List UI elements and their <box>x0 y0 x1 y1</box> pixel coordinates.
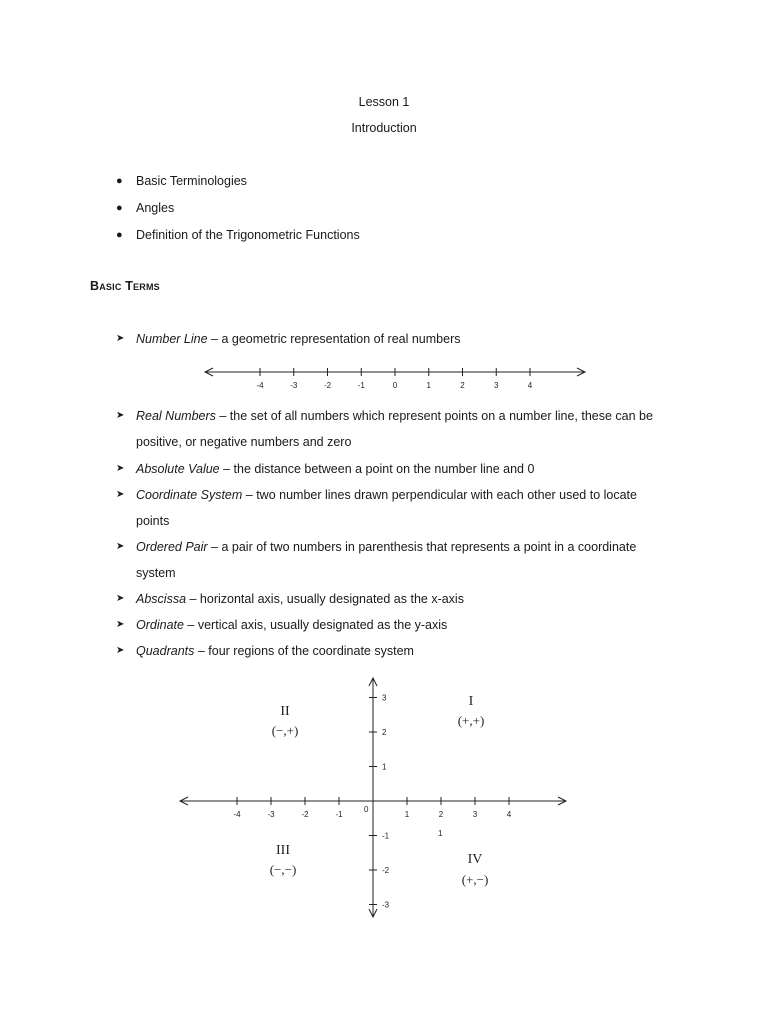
lesson-subtitle: Introduction <box>351 121 417 135</box>
arrow-bullet-icon: ➤ <box>116 541 125 552</box>
y-axis-tick-label: 3 <box>382 693 387 703</box>
x-axis-tick-label: -4 <box>233 810 241 819</box>
definition-term: Number Line <box>136 332 208 346</box>
number-line-tick-label: -1 <box>357 381 365 390</box>
number-line-tick-label: -3 <box>290 381 298 390</box>
x-axis-tick-label: 3 <box>472 810 478 819</box>
definition-text: – horizontal axis, usually designated as the x-axis <box>186 592 464 606</box>
definition-text: – a pair of two numbers in parenthesis that represents a point in a coordinate <box>207 540 637 554</box>
definition-continuation: system <box>136 566 176 580</box>
lesson-title: Lesson 1 <box>358 95 410 109</box>
number-line-tick-label: 1 <box>426 381 431 390</box>
origin-label: 0 <box>364 805 369 814</box>
y-axis-tick-label: -1 <box>382 831 390 841</box>
quadrant-3-numeral: III <box>276 843 290 858</box>
x-axis-tick-label: -3 <box>267 810 275 819</box>
stray-tick-label: 1 <box>438 829 443 838</box>
quadrant-4-numeral: IV <box>467 852 483 867</box>
definition-continuation: positive, or negative numbers and zero <box>136 435 352 449</box>
x-axis-tick-label: 4 <box>506 810 512 819</box>
y-axis-tick-label: 1 <box>382 762 387 772</box>
number-line-tick-label: -4 <box>256 381 264 390</box>
arrow-bullet-icon: ➤ <box>116 410 125 421</box>
bullet-icon: ● <box>116 175 123 187</box>
quadrant-3-signs: (−,−) <box>269 862 297 877</box>
arrow-bullet-icon: ➤ <box>116 593 125 604</box>
y-axis-tick-label: -2 <box>382 866 390 875</box>
definition-term: Real Numbers <box>136 409 216 423</box>
definition-term: Absolute Value <box>136 462 220 476</box>
quadrant-1-signs: (+,+) <box>457 713 485 728</box>
quadrant-1-numeral: I <box>468 694 474 709</box>
definition-term: Abscissa <box>136 592 187 606</box>
coordinate-plane <box>170 672 580 924</box>
definition-term: Ordinate <box>136 618 184 632</box>
x-axis-tick-label: -1 <box>335 810 343 819</box>
x-axis-tick-label: -2 <box>301 810 309 819</box>
quadrant-4-signs: (+,−) <box>461 872 489 887</box>
x-axis-tick-label: 2 <box>438 810 444 819</box>
section-heading: Basic Terms <box>90 279 160 293</box>
definition-term: Quadrants <box>136 644 195 658</box>
definition-term: Coordinate System <box>136 488 243 502</box>
definition-text: – vertical axis, usually designated as the y-axis <box>183 618 448 632</box>
bullet-icon: ● <box>116 229 123 241</box>
number-line-tick-label: 4 <box>527 381 533 390</box>
x-axis-tick-label: 1 <box>404 810 410 819</box>
bullet-icon: ● <box>116 202 123 214</box>
number-line-tick-label: 0 <box>392 381 398 390</box>
definition-text: – a geometric representation of real numbers <box>207 332 461 346</box>
arrow-bullet-icon: ➤ <box>116 645 125 656</box>
number-line-tick-label: -2 <box>323 381 332 390</box>
number-line-tick-label: 3 <box>494 381 499 390</box>
arrow-bullet-icon: ➤ <box>116 619 125 630</box>
definition-text: – two number lines drawn perpendicular with each other used to locate <box>242 488 637 502</box>
document-page: Lesson 1 Introduction ● Basic Terminologies ● Angles ● Definition of the Trigonometric Functions Basic Terms ➤ Number Line – a geometric representation of real numbers -4 -3 -2 -1 0 1 2 3 4 ➤ Real Numbers – the set of all numbers which represent points on a number line, these can be positive, or negative numbers and zero ➤ Absolute Value – the distance between a point on the number line and 0 ➤ Coordinate System – two number lines drawn perpendicular with each other used to locate points ➤ Ordered Pair – a pair of two numbers in parenthesis that represents a point in a coordinate system ➤ Abscissa – horizontal axis, usually designated as the x-axis ➤ Ordinate – vertical axis, usually designated as the y-axis ➤ Quadrants – four regions of the coordinate system -4 -3 -2 -1 1 2 3 4 3 2 1 -1 -2 -3 0 1 I (+,+) II (−,+) III (−,−) IV (+,−) <box>0 0 768 1024</box>
number-line <box>195 362 595 396</box>
definition-continuation: points <box>136 514 170 528</box>
y-axis-tick-label: -3 <box>382 900 390 910</box>
definition-term: Ordered Pair <box>136 540 208 554</box>
quadrant-2-numeral: II <box>280 704 290 719</box>
definition-text: – four regions of the coordinate system <box>194 644 414 658</box>
number-line-tick-label: 2 <box>460 381 465 390</box>
definition-text: – the distance between a point on the number line and 0 <box>219 462 535 476</box>
arrow-bullet-icon: ➤ <box>116 463 125 474</box>
definition-text: – the set of all numbers which represent points on a number line, these can be <box>215 409 653 423</box>
quadrant-2-signs: (−,+) <box>271 723 299 738</box>
arrow-bullet-icon: ➤ <box>116 489 125 500</box>
y-axis-tick-label: 2 <box>382 728 387 737</box>
arrow-bullet-icon: ➤ <box>116 333 125 344</box>
